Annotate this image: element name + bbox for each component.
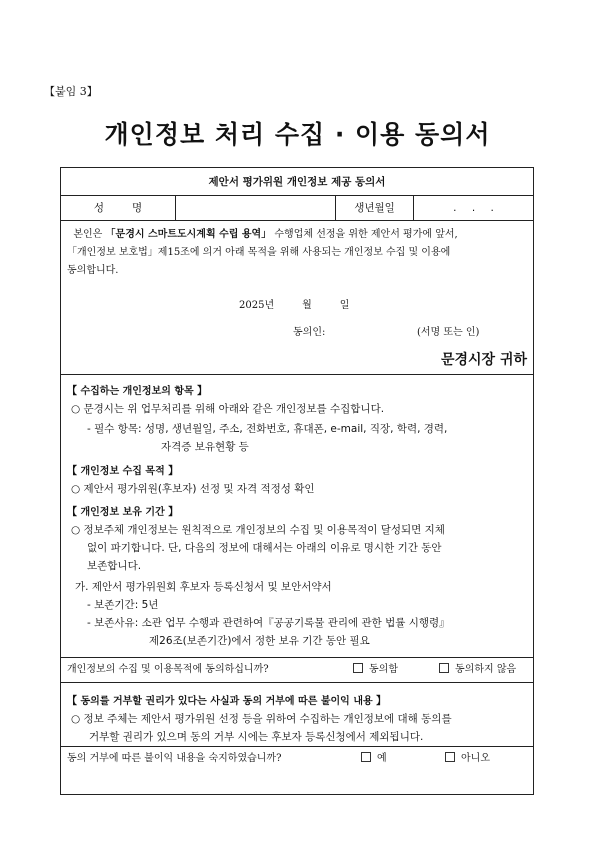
- name-birth-row: [61, 196, 533, 221]
- acknowledge-question-row: [61, 747, 533, 772]
- no-checkbox[interactable]: 아니오: [445, 747, 490, 771]
- retention-heading: 【 개인정보 보유 기간 】: [67, 507, 179, 518]
- consent-form: [60, 167, 534, 795]
- collected-heading: 【 수집하는 개인정보의 항목 】: [67, 386, 208, 397]
- acknowledge-question: 동의 거부에 따른 불이익 내용을 숙지하였습니까?: [67, 753, 282, 764]
- collected-items-1: - 필수 항목: 성명, 생년월일, 주소, 전화번호, 휴대폰, e-mail, 직장, 학력, 경력,: [87, 423, 448, 435]
- purpose-heading: 【 개인정보 수집 목적 】: [67, 466, 179, 477]
- seal-label: (서명 또는 인): [417, 327, 480, 338]
- checkbox-icon: [353, 663, 363, 673]
- purpose-bullet: ○ 제안서 평가위원(후보자) 선정 및 자격 적정성 확인: [71, 483, 315, 495]
- consent-question: 개인정보의 수집 및 이용목적에 동의하십니까?: [67, 664, 269, 675]
- checkbox-icon: [445, 752, 455, 762]
- signature-line: [293, 323, 480, 338]
- day-field[interactable]: 일: [339, 300, 350, 311]
- document-title: 개인정보 처리 수집 · 이용 동의서: [104, 120, 491, 149]
- retention-reason-2: 제26조(보존기간)에서 정한 보유 기간 동안 필요: [149, 635, 370, 647]
- name-field[interactable]: [176, 196, 336, 220]
- birth-field[interactable]: . . .: [453, 202, 494, 214]
- refusal-bullet-1: ○ 정보 주체는 제안서 평가위원 선정 등을 위하여 수집하는 개인정보에 대해 동의를: [71, 713, 452, 725]
- retention-bullet-2: 없이 파기합니다. 단, 다음의 정보에 대해서는 아래의 이유로 명시한 기간 동안: [87, 542, 442, 554]
- consent-line-1: 본인은 「문경시 스마트도시계획 수립 용역」 수행업체 선정을 위한 제안서 평가에 앞서,: [73, 229, 458, 240]
- collected-bullet: ○ 문경시는 위 업무처리를 위해 아래와 같은 개인정보를 수집합니다.: [71, 403, 385, 415]
- birth-label: 생년월일: [336, 196, 414, 220]
- project-name: 「문경시 스마트도시계획 수립 용역」: [105, 229, 272, 240]
- retention-sub: 가. 제안서 평가위원회 후보자 등록신청서 및 보안서약서: [75, 581, 332, 593]
- disagree-checkbox[interactable]: 동의하지 않음: [439, 658, 516, 682]
- refusal-heading: 【 동의를 거부할 권리가 있다는 사실과 동의 거부에 따른 불이익 내용 】: [67, 696, 387, 707]
- month-field[interactable]: 월: [302, 300, 312, 311]
- consent-statement: [61, 221, 533, 375]
- info-section: [61, 375, 533, 658]
- retention-bullet-3: 보존합니다.: [87, 560, 142, 572]
- agree-checkbox[interactable]: 동의함: [353, 658, 398, 682]
- signer-label[interactable]: 동의인:: [293, 327, 326, 338]
- year-field[interactable]: 2025년: [239, 300, 275, 311]
- checkbox-icon: [361, 752, 371, 762]
- date-line: [239, 296, 377, 311]
- attachment-label: 【붙임 3】: [44, 85, 98, 98]
- checkbox-icon: [439, 663, 449, 673]
- retention-period: - 보존기간: 5년: [87, 599, 159, 611]
- consent-line-3: 동의합니다.: [67, 265, 119, 276]
- retention-reason-1: - 보존사유: 소관 업무 수행과 관련하여『공공기록물 관리에 관한 법률 시행령』: [87, 617, 450, 629]
- yes-checkbox[interactable]: 예: [361, 747, 387, 771]
- form-header: 제안서 평가위원 개인정보 제공 동의서: [61, 168, 533, 196]
- consent-question-row: [61, 658, 533, 683]
- collected-items-2: 자격증 보유현황 등: [161, 441, 249, 453]
- retention-bullet-1: ○ 정보주체 개인정보는 원칙적으로 개인정보의 수집 및 이용목적이 달성되면 지체: [71, 524, 445, 536]
- recipient-mayor: 문경시장 귀하: [440, 352, 527, 368]
- refusal-section: [61, 683, 533, 747]
- consent-line-2: 「개인정보 보호법」제15조에 의거 아래 목적을 위해 사용되는 개인정보 수집 및 이용에: [67, 247, 451, 258]
- name-label: 성명: [61, 196, 176, 220]
- refusal-bullet-2: 거부할 권리가 있으며 동의 거부 시에는 후보자 등록신청에서 제외됩니다.: [89, 731, 424, 743]
